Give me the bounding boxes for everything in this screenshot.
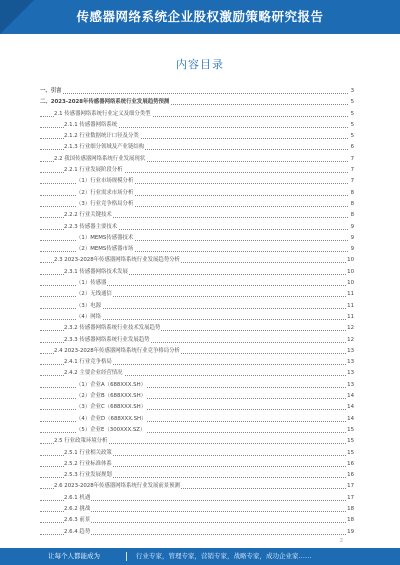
toc-entry[interactable] <box>40 380 354 391</box>
toc-entry[interactable] <box>40 470 354 481</box>
toc-entry[interactable] <box>40 515 354 526</box>
toc-entry-label: 2.3.2 传感器网络系统行业技术发展趋势 <box>64 323 161 334</box>
toc-entry[interactable] <box>40 301 354 312</box>
toc-entry-label: 2.3 2023-2028年传感器网络系统行业发展趋势分析 <box>54 255 181 266</box>
toc-entry-page: 7 <box>350 154 354 165</box>
toc-entry-label: 2.1.1 传感器网络系统 <box>64 120 118 131</box>
toc-entry-page: 17 <box>346 481 354 492</box>
toc-entry[interactable] <box>40 222 354 233</box>
toc-entry[interactable] <box>40 425 354 436</box>
toc-entry-label: （2）行业需求市场分析 <box>76 188 134 199</box>
toc-entry[interactable] <box>40 493 354 504</box>
toc-entry-label: 2.4.1 行业竞争格局 <box>64 357 113 368</box>
toc-entry-page: 7 <box>350 165 354 176</box>
toc-entry-label: （3）行业竞争格局分析 <box>76 199 134 210</box>
toc-heading: 内容目录 <box>176 58 224 71</box>
toc-entry-label: 2.1.3 行业细分领域及产业链结构 <box>64 142 145 153</box>
toc-entry[interactable] <box>40 233 354 244</box>
toc-entry[interactable] <box>40 97 354 108</box>
toc-entry-label: 2.5.3 行业发展规划 <box>64 470 113 481</box>
toc-entry[interactable] <box>40 391 354 402</box>
toc-leader-dots <box>40 93 348 94</box>
toc-entry-label: 2.3.1 传感器网络技术发展 <box>64 267 129 278</box>
toc-entry[interactable] <box>40 402 354 413</box>
toc-entry-label: （4）网络 <box>76 312 102 323</box>
footer-tagline: 行业专家，管理专家，营销专家，战略专家，成功企业家…… <box>136 552 312 560</box>
toc-entry[interactable] <box>40 436 354 447</box>
toc-entry-page: 18 <box>346 504 354 515</box>
toc-entry-page: 17 <box>346 493 354 504</box>
toc-entry-page: 8 <box>350 199 354 210</box>
toc-entry[interactable] <box>40 131 354 142</box>
toc-entry-page: 13 <box>346 357 354 368</box>
toc-entry-page: 9 <box>350 244 354 255</box>
toc-entry-page: 5 <box>350 97 354 108</box>
toc-entry[interactable] <box>40 357 354 368</box>
toc-entry-page: 10 <box>346 278 354 289</box>
toc-entry-label: 2.2.3 传感器主要技术 <box>64 222 118 233</box>
footer-bar <box>0 548 400 565</box>
table-of-contents <box>40 86 354 538</box>
toc-entry[interactable] <box>40 255 354 266</box>
toc-entry[interactable] <box>40 335 354 346</box>
toc-entry[interactable] <box>40 414 354 425</box>
toc-entry[interactable] <box>40 109 354 120</box>
toc-entry[interactable] <box>40 142 354 153</box>
toc-entry-page: 15 <box>346 425 354 436</box>
toc-entry-page: 19 <box>346 527 354 538</box>
toc-entry-page: 11 <box>346 301 354 312</box>
toc-entry-page: 13 <box>346 346 354 357</box>
toc-entry-label: 2.2 我国传感器网络系统行业发展现状 <box>54 154 146 165</box>
toc-entry[interactable] <box>40 459 354 470</box>
toc-entry[interactable] <box>40 323 354 334</box>
toc-entry[interactable] <box>40 199 354 210</box>
toc-entry-page: 14 <box>346 402 354 413</box>
toc-entry[interactable] <box>40 289 354 300</box>
toc-entry-page: 18 <box>346 515 354 526</box>
toc-entry[interactable] <box>40 176 354 187</box>
toc-entry-label: 2.6.1 机遇 <box>64 493 91 504</box>
toc-entry-page: 7 <box>350 176 354 187</box>
toc-entry-label: 2.6 2023-2028年传感器网络系统行业发展前景预测 <box>54 481 181 492</box>
toc-entry-label: （1）行业市场规模分析 <box>76 176 134 187</box>
toc-entry[interactable] <box>40 86 354 97</box>
toc-entry-label: 二、2023-2028年传感器网络系统行业发展趋势预测 <box>40 97 170 108</box>
toc-entry-label: 一、引言 <box>40 86 63 97</box>
toc-entry-label: （2）企业B（688XXX.SH） <box>76 391 147 402</box>
toc-entry[interactable] <box>40 210 354 221</box>
toc-entry[interactable] <box>40 120 354 131</box>
toc-entry-page: 8 <box>350 210 354 221</box>
footer-divider <box>126 552 127 561</box>
toc-entry-label: 2.4.2 主要企业经营情况 <box>64 368 124 379</box>
toc-entry[interactable] <box>40 504 354 515</box>
toc-entry-page: 16 <box>346 459 354 470</box>
toc-entry-label: （3）企业C（688XXX.SH） <box>76 402 147 413</box>
toc-entry-label: 2.1.2 行业数据统计口径及分类 <box>64 131 140 142</box>
toc-entry[interactable] <box>40 346 354 357</box>
toc-entry[interactable] <box>40 165 354 176</box>
toc-entry-label: （1）企业A（688XXX.SH） <box>76 380 147 391</box>
toc-entry-page: 13 <box>346 380 354 391</box>
page-number: 2 <box>340 538 343 544</box>
toc-entry-label: 2.3.3 传感器网络系统行业发展趋势 <box>64 335 151 346</box>
toc-entry-page: 5 <box>350 109 354 120</box>
toc-entry-page: 11 <box>346 289 354 300</box>
toc-entry-page: 14 <box>346 414 354 425</box>
toc-entry-page: 6 <box>350 142 354 153</box>
toc-entry[interactable] <box>40 188 354 199</box>
toc-entry-label: 2.2.1 行业发展阶段分析 <box>64 165 124 176</box>
toc-entry-page: 16 <box>346 470 354 481</box>
toc-entry-label: 2.6.4 趋势 <box>64 527 91 538</box>
toc-entry-label: 2.5.2 行业标准体系 <box>64 459 113 470</box>
toc-entry-label: （3）电源 <box>76 301 102 312</box>
toc-entry-label: 2.6.3 前景 <box>64 515 91 526</box>
toc-entry[interactable] <box>40 527 354 538</box>
toc-entry-page: 12 <box>346 335 354 346</box>
toc-entry-page: 9 <box>350 233 354 244</box>
header-bar <box>0 0 400 34</box>
toc-entry-label: （1）传感器 <box>76 278 107 289</box>
toc-entry-label: （2）MEMS传感器市场 <box>76 244 134 255</box>
toc-entry-label: 2.5 行业政策环境分析 <box>54 436 108 447</box>
toc-entry-page: 9 <box>350 222 354 233</box>
toc-entry-label: （2）无线通信 <box>76 289 113 300</box>
toc-entry[interactable] <box>40 368 354 379</box>
toc-entry-label: 2.2.2 行业关键技术 <box>64 210 113 221</box>
toc-entry-page: 5 <box>350 131 354 142</box>
toc-entry-page: 14 <box>346 391 354 402</box>
toc-entry-label: （4）企业D（688XXX.SH） <box>76 414 147 425</box>
toc-entry-label: （5）企业E（300XXX.SZ） <box>76 425 146 436</box>
toc-entry[interactable] <box>40 278 354 289</box>
toc-entry-label: 2.6.2 挑战 <box>64 504 91 515</box>
toc-entry-page: 10 <box>346 267 354 278</box>
toc-entry-page: 5 <box>350 120 354 131</box>
toc-entry-page: 10 <box>346 255 354 266</box>
toc-entry[interactable] <box>40 481 354 492</box>
toc-entry[interactable] <box>40 312 354 323</box>
toc-entry-page: 3 <box>350 86 354 97</box>
toc-entry[interactable] <box>40 244 354 255</box>
toc-entry-page: 8 <box>350 188 354 199</box>
toc-entry[interactable] <box>40 154 354 165</box>
toc-entry-label: 2.4 2023-2028年传感器网络系统行业竞争格局分析 <box>54 346 181 357</box>
toc-entry-page: 15 <box>346 436 354 447</box>
toc-entry-page: 15 <box>346 448 354 459</box>
toc-entry[interactable] <box>40 448 354 459</box>
toc-entry-page: 11 <box>346 312 354 323</box>
toc-entry-page: 13 <box>346 368 354 379</box>
toc-entry-label: 2.5.1 行业相关政策 <box>64 448 113 459</box>
toc-entry-label: （1）MEMS传感器技术 <box>76 233 134 244</box>
toc-entry[interactable] <box>40 267 354 278</box>
footer-slogan: 让每个人都能成为 <box>48 552 100 560</box>
toc-entry-page: 12 <box>346 323 354 334</box>
toc-entry-label: 2.1 传感器网络系统行业定义及细分类型 <box>54 109 152 120</box>
report-title: 传感器网络系统企业股权激励策略研究报告 <box>76 9 324 24</box>
